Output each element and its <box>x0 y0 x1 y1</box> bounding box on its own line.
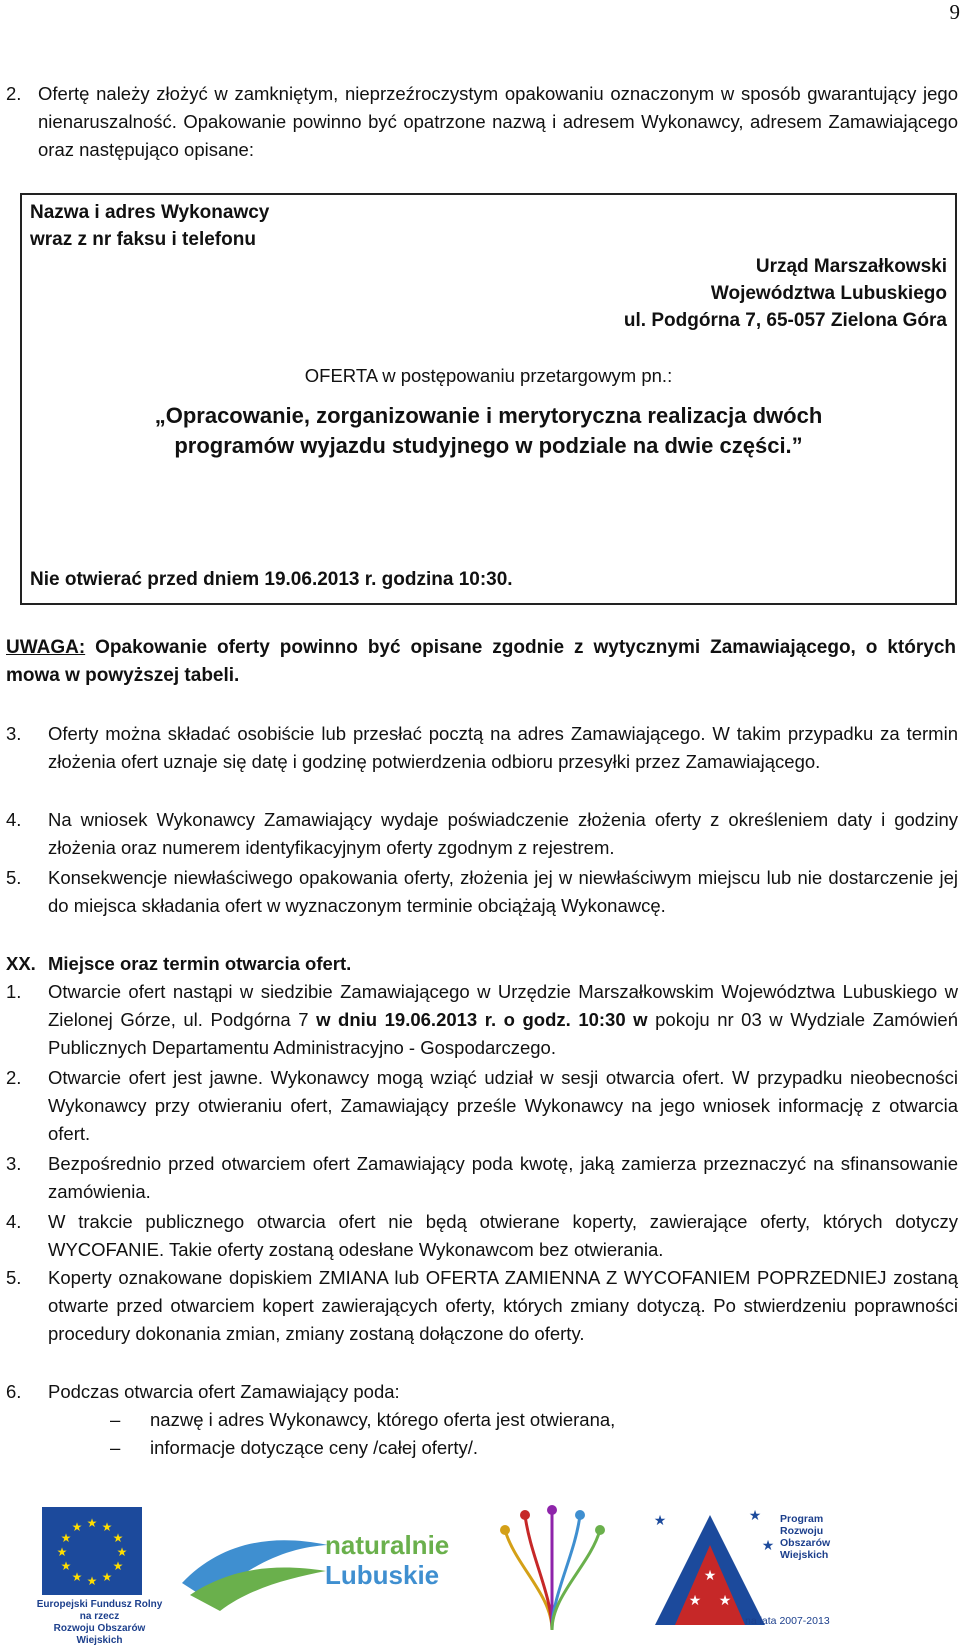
svg-text:★: ★ <box>71 1570 83 1584</box>
eu-logo-line: Europejski Fundusz Rolny <box>36 1599 163 1610</box>
item-text: Koperty oznakowane dopiskiem ZMIANA lub OFERTA ZAMIENNA Z WYCOFANIEM POPRZEDNIEJ zostaną otwarte przed otwarciem kopert zawierających oferty, których zmiany dotyczą. Po stwierdzeniu poprawności procedury dokonania zmian, zmiany zostaną dołączone do oferty. <box>48 1267 958 1344</box>
svg-text:★: ★ <box>101 1570 113 1584</box>
eu-logo-line: Rozwoju Obszarów Wiejskich <box>53 1623 146 1646</box>
office-line: Urząd Marszałkowski <box>755 256 947 277</box>
eu-logo-line: na rzecz <box>79 1611 120 1622</box>
item-number: 2. <box>6 1067 22 1088</box>
contractor-info <box>30 199 269 253</box>
svg-text:★: ★ <box>60 1559 72 1573</box>
contractor-line: Nazwa i adres Wykonawcy <box>30 202 270 223</box>
dash-icon: – <box>110 1437 121 1458</box>
svg-text:★: ★ <box>718 1593 732 1609</box>
item-text: Na wniosek Wykonawcy Zamawiający wydaje poświadczenie złożenia oferty z określeniem daty i godziny złożenia oraz numerem identyfikacyjnym oferty zgodnym z rejestrem. <box>48 809 958 858</box>
svg-text:★: ★ <box>86 1574 98 1588</box>
dash-item-text: nazwę i adres Wykonawcy, którego oferta jest otwierana, <box>150 1409 616 1430</box>
logos-footer <box>0 1505 960 1646</box>
svg-text:★: ★ <box>112 1559 124 1573</box>
prow-years: na lata 2007-2013 <box>745 1615 830 1627</box>
plant-logo <box>495 1505 610 1635</box>
item-text: Ofertę należy złożyć w zamkniętym, nieprzeźroczystym opakowaniu oznaczonym w sposób gwarantujący jego nienaruszalność. Opakowanie powinno być opatrzone nazwą i adresem Wykonawcy, adresem Zamawiającego oraz następująco opisane: <box>38 83 958 160</box>
svg-text:★: ★ <box>112 1531 124 1545</box>
item-number: 3. <box>6 1153 22 1174</box>
item-number: 6. <box>6 1381 22 1402</box>
dash-item-text: informacje dotyczące ceny /całej oferty/. <box>150 1437 479 1458</box>
svg-text:★: ★ <box>688 1593 702 1609</box>
naturalnie-text: naturalnie <box>325 1530 450 1560</box>
offer-title <box>22 401 955 461</box>
offer-title-line: „Opracowanie, zorganizowanie i merytoryczna realizacja dwóch <box>154 403 823 428</box>
office-address <box>624 253 947 334</box>
item-text: Podczas otwarcia ofert Zamawiający poda: <box>48 1381 400 1402</box>
dash-icon: – <box>110 1409 121 1430</box>
item-text: Otwarcie ofert jest jawne. Wykonawcy mogą wziąć udział w sesji otwarcia ofert. W przypadku nieobecności Wykonawcy przy otwieraniu ofert, Zamawiający prześle Wykonawcy na jego wniosek informację z otwarcia ofert. <box>48 1067 958 1144</box>
eu-flag-icon <box>42 1507 142 1595</box>
item-text-part: pokoju nr 03 w Wydziale Zamówień Publicznych Departamentu Administracyjno - Gospodarczego. <box>48 1009 958 1058</box>
svg-text:★: ★ <box>748 1508 762 1524</box>
svg-text:★: ★ <box>761 1538 775 1554</box>
item-number: 1. <box>6 981 22 1002</box>
notice <box>6 634 956 690</box>
prow-emblem-icon <box>640 1505 790 1630</box>
svg-text:★: ★ <box>56 1545 68 1559</box>
prow-logo-text <box>780 1513 830 1561</box>
item-number: 5. <box>6 867 22 888</box>
offer-title-line: programów wyjazdu studyjnego w podziale na dwie części.” <box>174 433 803 458</box>
wave-icon <box>180 1523 330 1613</box>
notice-label: UWAGA: <box>6 637 86 658</box>
item-text <box>48 978 958 1062</box>
prow-logo-line: Wiejskich <box>780 1549 829 1561</box>
lubuskie-text: Lubuskie <box>325 1560 440 1590</box>
notice-text: Opakowanie oferty powinno być opisane zgodnie z wytycznymi Zamawiającego, o których mowa w powyższej tabeli. <box>6 637 956 686</box>
item-text: Oferty można składać osobiście lub przesłać pocztą na adres Zamawiającego. W takim przypadku za termin złożenia ofert uznaje się datę i godzinę potwierdzenia odbioru przesyłki przez Zamawiającego. <box>48 723 958 772</box>
do-not-open-note: Nie otwierać przed dniem 19.06.2013 r. godzina 10:30. <box>30 569 513 590</box>
offer-intro: OFERTA w postępowaniu przetargowym pn.: <box>304 365 673 386</box>
prow-logo-line: Rozwoju <box>780 1525 824 1537</box>
item-text: Bezpośrednio przed otwarciem ofert Zamawiający poda kwotę, jaką zamierza przeznaczyć na sfinansowanie zamówienia. <box>48 1153 958 1202</box>
opening-date-text: w dniu 19.06.2013 r. o godz. 10:30 w <box>316 1009 648 1030</box>
item-text: Konsekwencje niewłaściwego opakowania oferty, złożenia jej w niewłaściwym miejscu lub nie dostarczenie jej do miejsca składania ofert w wyznaczonym terminie obciążają Wykonawcę. <box>48 867 958 916</box>
svg-text:★: ★ <box>86 1516 98 1530</box>
page-number: 9 <box>949 0 960 24</box>
plant-icon <box>495 1505 610 1635</box>
prow-logo-line: Program <box>780 1513 824 1525</box>
item-text-part: Otwarcie ofert nastąpi w siedzibie Zamawiającego w Urzędzie Marszałkowskim Województwa Lubuskiego w Zielonej Górze, ul. Podgórna 7 <box>48 981 958 1030</box>
office-line: ul. Podgórna 7, 65-057 Zielona Góra <box>623 310 947 331</box>
item-number: 2. <box>6 83 22 104</box>
naturalnie-lubuskie-logo <box>180 1523 450 1613</box>
envelope-label-box <box>20 193 957 605</box>
item-number: 4. <box>6 809 22 830</box>
item-text: W trakcie publicznego otwarcia ofert nie będą otwierane koperty, zawierające oferty, których dotyczy WYCOFANIE. Takie oferty zostaną odesłane Wykonawcom bez otwierania. <box>48 1211 958 1260</box>
prow-logo-line: Obszarów <box>780 1537 831 1549</box>
svg-text:★: ★ <box>653 1513 667 1529</box>
svg-text:★: ★ <box>101 1520 113 1534</box>
section-title: Miejsce oraz termin otwarcia ofert. <box>48 953 352 974</box>
item-number: 4. <box>6 1211 22 1232</box>
contractor-line: wraz z nr faksu i telefonu <box>30 229 256 250</box>
eu-logo <box>32 1507 167 1646</box>
svg-text:★: ★ <box>116 1545 128 1559</box>
dash-list-item <box>110 1406 615 1434</box>
svg-text:★: ★ <box>71 1520 83 1534</box>
item-number: 5. <box>6 1267 22 1288</box>
dash-list-item <box>110 1434 478 1462</box>
svg-text:★: ★ <box>60 1531 72 1545</box>
eu-logo-text <box>32 1599 167 1647</box>
svg-text:★: ★ <box>703 1568 717 1584</box>
section-number: XX. <box>6 953 36 974</box>
item-number: 3. <box>6 723 22 744</box>
office-line: Województwa Lubuskiego <box>710 283 947 304</box>
